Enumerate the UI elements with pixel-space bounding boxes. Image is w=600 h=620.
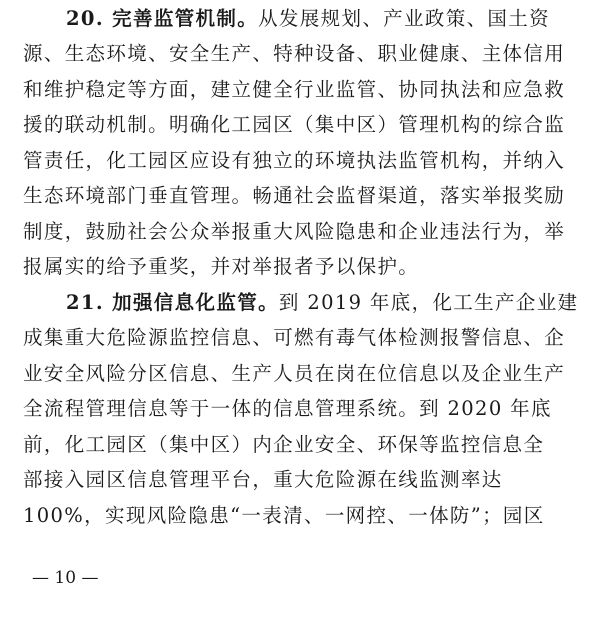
paragraph-20-line-8: 报属实的给予重奖，并对举报者予以保护。: [23, 255, 420, 278]
paragraph-21-line-3: 业安全风险分区信息、生产人员在岗在位信息以及企业生产: [23, 362, 566, 385]
paragraph-20-line-3: 和维护稳定等方面，建立健全行业监管、协同执法和应急救: [23, 78, 566, 101]
paragraph-21-line-2: 成集重大危险源监控信息、可燃有毒气体检测报警信息、企: [23, 326, 566, 349]
paragraph-21-line-7: 100%，实现风险隐患“一表清、一网控、一体防”；园区: [23, 504, 545, 527]
paragraph-21-line-1: [66, 290, 586, 316]
section-heading-20: 20. 完善监管机制。: [66, 7, 259, 30]
paragraph-20-line-1: [66, 6, 586, 32]
paragraph-20-line-2: 源、生态环境、安全生产、特种设备、职业健康、主体信用: [23, 42, 566, 65]
paragraph-20-line-4: 援的联动机制。明确化工园区（集中区）管理机构的综合监: [23, 113, 566, 136]
paragraph-text: 从发展规划、产业政策、国土资: [258, 7, 550, 30]
paragraph-text: 到 2019 年底，化工生产企业建: [278, 291, 579, 314]
section-heading-21: 21. 加强信息化监管。: [66, 291, 279, 314]
paragraph-21-line-6: 部接入园区信息管理平台，重大危险源在线监测率达: [23, 468, 503, 491]
paragraph-21-line-4: 全流程管理信息等于一体的信息管理系统。到 2020 年底: [23, 397, 552, 420]
paragraph-20-line-6: 生态环境部门垂直管理。畅通社会监督渠道，落实举报奖励: [23, 184, 566, 207]
paragraph-20-line-5: 管责任，化工园区应设有独立的环境执法监管机构，并纳入: [23, 149, 566, 172]
paragraph-21-line-5: 前，化工园区（集中区）内企业安全、环保等监控信息全: [23, 433, 545, 456]
page-number: — 10 —: [32, 568, 99, 588]
paragraph-20-line-7: 制度，鼓励社会公众举报重大风险隐患和企业违法行为，举: [23, 220, 566, 243]
